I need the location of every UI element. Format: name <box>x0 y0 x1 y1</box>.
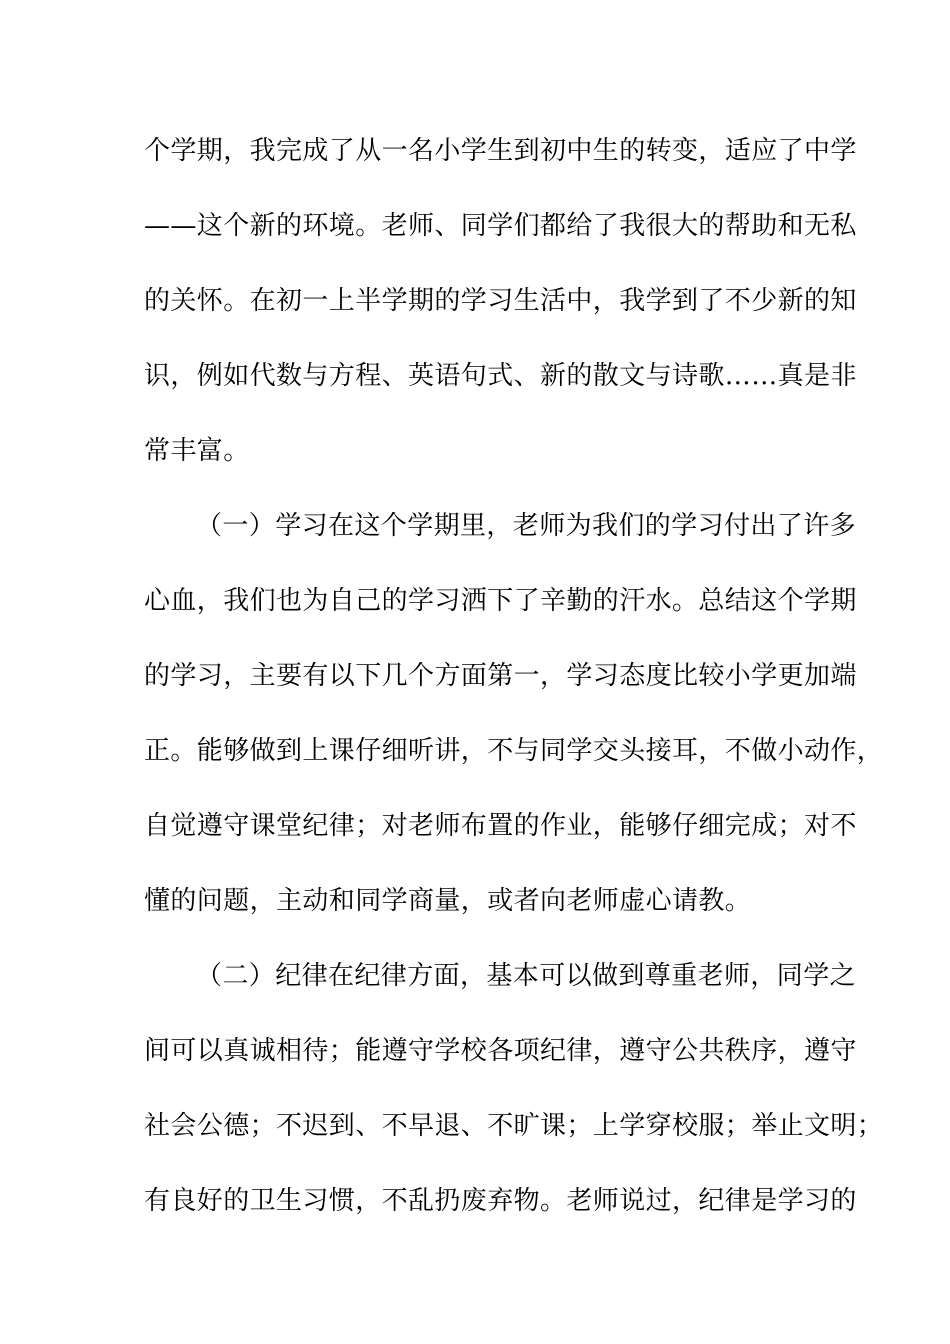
text-line: ——这个新的环境。老师、同学们都给了我很大的帮助和无私 <box>144 211 857 241</box>
text-line: 自觉遵守课堂纪律；对老师布置的作业，能够仔细完成；对不 <box>144 811 857 841</box>
text-line: 个学期，我完成了从一名小学生到初中生的转变，适应了中学 <box>144 136 857 166</box>
text-line: 正。能够做到上课仔细听讲，不与同学交头接耳，不做小动作， <box>144 736 884 766</box>
text-line: 常丰富。 <box>144 436 250 466</box>
text-line: 的学习，主要有以下几个方面第一，学习态度比较小学更加端 <box>144 661 857 691</box>
text-line: 的关怀。在初一上半学期的学习生活中，我学到了不少新的知 <box>144 286 857 316</box>
section-heading-line: （一）学习在这个学期里，老师为我们的学习付出了许多 <box>196 511 857 541</box>
text-line: 有良好的卫生习惯，不乱扔废弃物。老师说过，纪律是学习的 <box>144 1186 857 1216</box>
text-line: 间可以真诚相待；能遵守学校各项纪律，遵守公共秩序，遵守 <box>144 1036 857 1066</box>
text-line: 心血，我们也为自己的学习洒下了辛勤的汗水。总结这个学期 <box>144 586 857 616</box>
text-line: 懂的问题，主动和同学商量，或者向老师虚心请教。 <box>144 886 752 916</box>
section-heading-line: （二）纪律在纪律方面，基本可以做到尊重老师，同学之 <box>196 961 857 991</box>
text-line: 社会公德；不迟到、不早退、不旷课；上学穿校服；举止文明； <box>144 1111 884 1141</box>
text-line: 识，例如代数与方程、英语句式、新的散文与诗歌……真是非 <box>144 361 857 391</box>
